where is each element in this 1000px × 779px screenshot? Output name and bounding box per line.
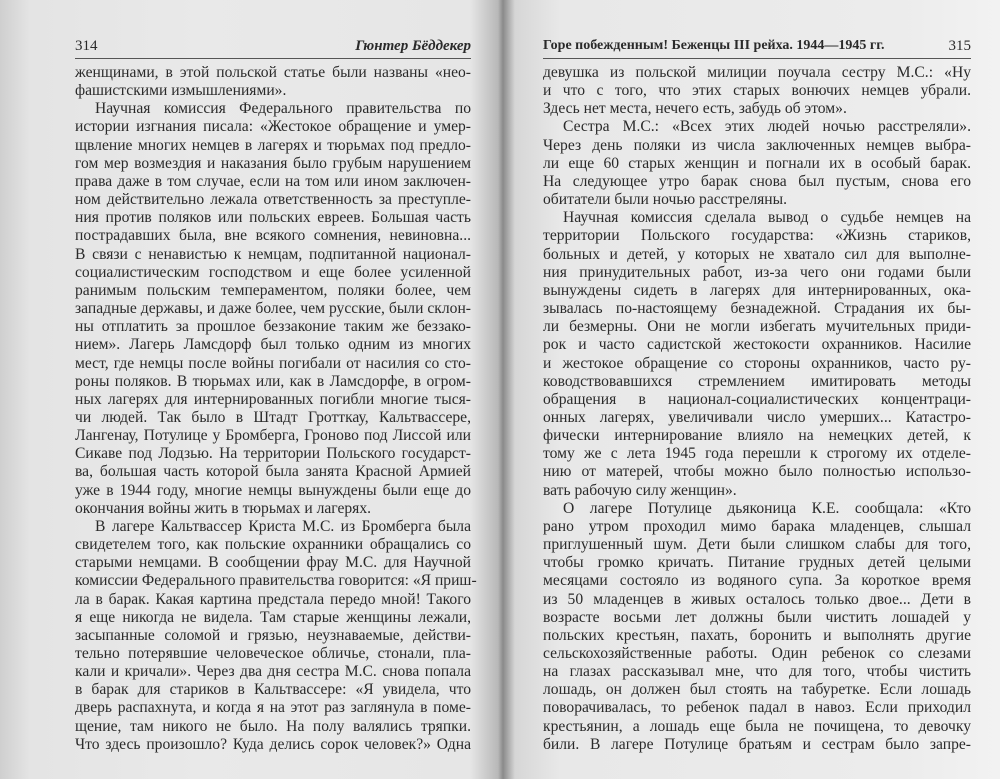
text-line: обитатели были ночью расстреляны. (543, 191, 787, 209)
text-line: роны поляков. В тюрьмах или, как в Ламсдорфе, в огром- (75, 372, 471, 390)
text-line: фашистскими измышлениями». (75, 82, 287, 100)
text-line: фически интернирование влияло на немецких детей, к (543, 427, 971, 445)
paragraph (75, 64, 471, 100)
text-line: Научная комиссия Федерального правительства по (95, 100, 471, 118)
page-number: 315 (948, 38, 971, 54)
text-line: тельно потерявшие человеческое обличье, стонали, пла- (75, 645, 471, 662)
text-line: польских крестьян, пахать, боронить и выполнять другие (543, 626, 971, 644)
text-line: женщинами, в этой польской статье были названы «нео- (75, 64, 471, 81)
paragraph (543, 209, 971, 500)
text-line: щвление многих немцев в лагерях и тюрьмах под предло- (75, 136, 471, 154)
page-body (543, 64, 971, 754)
text-line: чи людей. Так было в Штадт Гротткау, Кальтвассере, (75, 408, 471, 426)
text-line: вать рабочую силу женщин». (543, 481, 737, 499)
paragraph (543, 500, 971, 754)
text-line: зывалась по-настоящему безнадежной. Страдания их бы- (543, 300, 971, 318)
right-page (543, 0, 971, 779)
text-line: комиссии Федерального правительства говорится: «Я приш- (75, 572, 477, 590)
text-line: засыпанные соломой и грязью, неузнаваемые, действи- (75, 626, 471, 644)
text-line: ранимым польским темпераментом, поляки более, чем (75, 281, 471, 299)
text-line: В лагере Кальтвассер Криста М.С. из Бромберга была (95, 517, 471, 535)
text-line: рок и часто садистской жестокости охранников. Насилие (543, 336, 971, 354)
paragraph (543, 64, 971, 118)
text-line: больных и детей, у которых не хватало сил для выполне- (543, 245, 971, 263)
paragraph (75, 100, 471, 518)
text-line: из 50 младенцев в живых осталось только двое... Дети в (543, 590, 971, 608)
text-line: обращения в национал-социалистических концентраци- (543, 390, 971, 408)
running-head-title: Горе побежденным! Беженцы III рейха. 1944—1945 гг. (543, 38, 885, 53)
text-line: ва, большая часть которой была занята Красной Армией (75, 463, 471, 481)
page-number: 314 (75, 38, 98, 54)
text-line: мест, где немцы после войны погибали от насилия со сто- (75, 354, 471, 372)
text-line: Здесь нет места, нечего есть, забудь об этом». (543, 100, 847, 118)
text-line: нием». Лагерь Ламсдорф был только одним из многих (75, 336, 471, 354)
text-line: ных лагерях для интернированных погибли многие тыся- (75, 390, 471, 408)
text-line: приглушенный шум. Дети были слишком слабы для того, (543, 536, 971, 554)
text-line: окончания войны жить в тюрьмах и лагерях. (75, 499, 372, 517)
text-line: ния принудительных работ, из-за чего они годами были (543, 263, 971, 281)
page-body (75, 64, 477, 754)
text-line: ния против поляков или польских евреев. Большая часть (75, 209, 471, 227)
text-line: свидетелем того, как польские охранники обращались со (75, 536, 471, 554)
text-line: тому же с лета 1945 года перешли к строгому их отделе- (543, 445, 971, 463)
text-line: рано утром проходил мимо барака младенцев, слышал (543, 517, 971, 535)
text-line: онных лагерях, увеличивали число умерших... Катастро- (543, 408, 971, 426)
text-line: возрасте восьми лет должны были чистить лошадей у (543, 608, 971, 626)
text-line: девушка из польской милиции поучала сестру М.С.: «Ну (543, 64, 971, 81)
text-line: ном действительно лежала ответственность за преступле- (75, 191, 471, 209)
text-line: О лагере Потулице дьяконица К.Е. сообщала: «Кто (563, 499, 971, 517)
text-line: в барак для стариков в Кальтвассере: «Я увидела, что (75, 681, 471, 699)
left-page (75, 0, 477, 779)
text-line: ла в барак. Какая картина предстала передо мной! Такого (75, 590, 471, 608)
text-line: ли еще 60 старых женщин и погнали их в особый барак. (543, 154, 971, 172)
text-line: пострадавших была, вне всякого сомнения, невиновна... (75, 227, 471, 245)
text-line: вынуждены сидеть в лагерях для интернированных, ока- (543, 281, 971, 299)
text-line: На следующее утро барак снова был пустым, снова его (543, 172, 971, 190)
text-line: поворачивалась, то ребенок падал в навоз. Если приходил (543, 699, 971, 717)
text-line: ли безмерны. Они не могли избегать мучительных приди- (543, 318, 971, 336)
text-line: Сестра М.С.: «Всех этих людей ночью расстреляли». (563, 118, 971, 136)
running-header (75, 38, 471, 59)
text-line: территории Польского государства: «Жизнь стариков, (543, 227, 971, 245)
text-line: били. В лагере Потулице братьям и сестрам было запре- (543, 735, 971, 753)
text-line: В связи с ненавистью к немцам, подпитанной национал- (75, 245, 471, 263)
text-line: лошадь, он должен был стоять на табуретке. Если лошадь (543, 681, 971, 699)
running-head-author: Гюнтер Бёддекер (355, 38, 471, 54)
text-line: Что здесь произошло? Куда делись сорок человек?» Одна (75, 735, 471, 753)
text-line: ны отплатить за прошлое беззаконие таким же беззако- (75, 318, 471, 336)
text-line: ководствовавшихся стремлением имитировать методы (543, 372, 971, 390)
text-line: и жестокое обращение со стороны охранников, часто ру- (543, 354, 971, 372)
text-line: на глазах рассказывал мне, что для того, чтобы чистить (543, 663, 971, 681)
text-line: чтобы громко кричать. Питание грудных детей целыми (543, 554, 971, 572)
text-line: западные державы, и даже более, чем русские, были склон- (75, 300, 471, 318)
running-header (543, 38, 971, 59)
text-line: и что с того, что этих старых вонючих немцев убрали. (543, 82, 971, 100)
text-line: социалистическим господством и еще более усиленной (75, 263, 471, 281)
text-line: уже в 1944 году, многие немцы вынуждены были еще до (75, 481, 471, 499)
text-line: щение, там никого не было. На полу валялись тряпки. (75, 717, 471, 735)
text-line: я еще никогда не видела. Там старые женщины лежали, (75, 608, 471, 626)
text-line: старыми немцами. В сообщении фрау М.С. для Научной (75, 554, 471, 572)
text-line: Лангенау, Потулице у Бромберга, Гроново под Лиссой или (75, 427, 471, 445)
text-line: кали и кричали». Через два дня сестра М.С. снова попала (75, 663, 471, 681)
text-line: крестьянин, а лошадь еще была не почищена, то девочку (543, 717, 971, 735)
text-line: Через день поляки из числа заключенных немцев выбра- (543, 136, 971, 154)
text-line: месяцами состояло из водяного супа. За короткое время (543, 572, 971, 590)
text-line: Научная комиссия сделала вывод о судьбе немцев на (563, 209, 971, 227)
text-line: гом мер возмездия и наказания было грубым нарушением (75, 154, 471, 172)
text-line: Сикаве под Лодзью. На территории Польского государст- (75, 445, 471, 463)
paragraph (543, 118, 971, 209)
text-line: сельскохозяйственные работы. Один ребенок со слезами (543, 645, 971, 662)
text-line: права даже в том случае, если на том или ином заключен- (75, 172, 471, 190)
text-line: истории изгнания писала: «Жестокое обращение и умер- (75, 118, 471, 136)
paragraph (75, 517, 477, 754)
text-line: дверь распахнута, и когда я на этот раз заглянула в поме- (75, 699, 471, 717)
text-line: нию от матерей, чтобы можно было полностью использо- (543, 463, 971, 481)
